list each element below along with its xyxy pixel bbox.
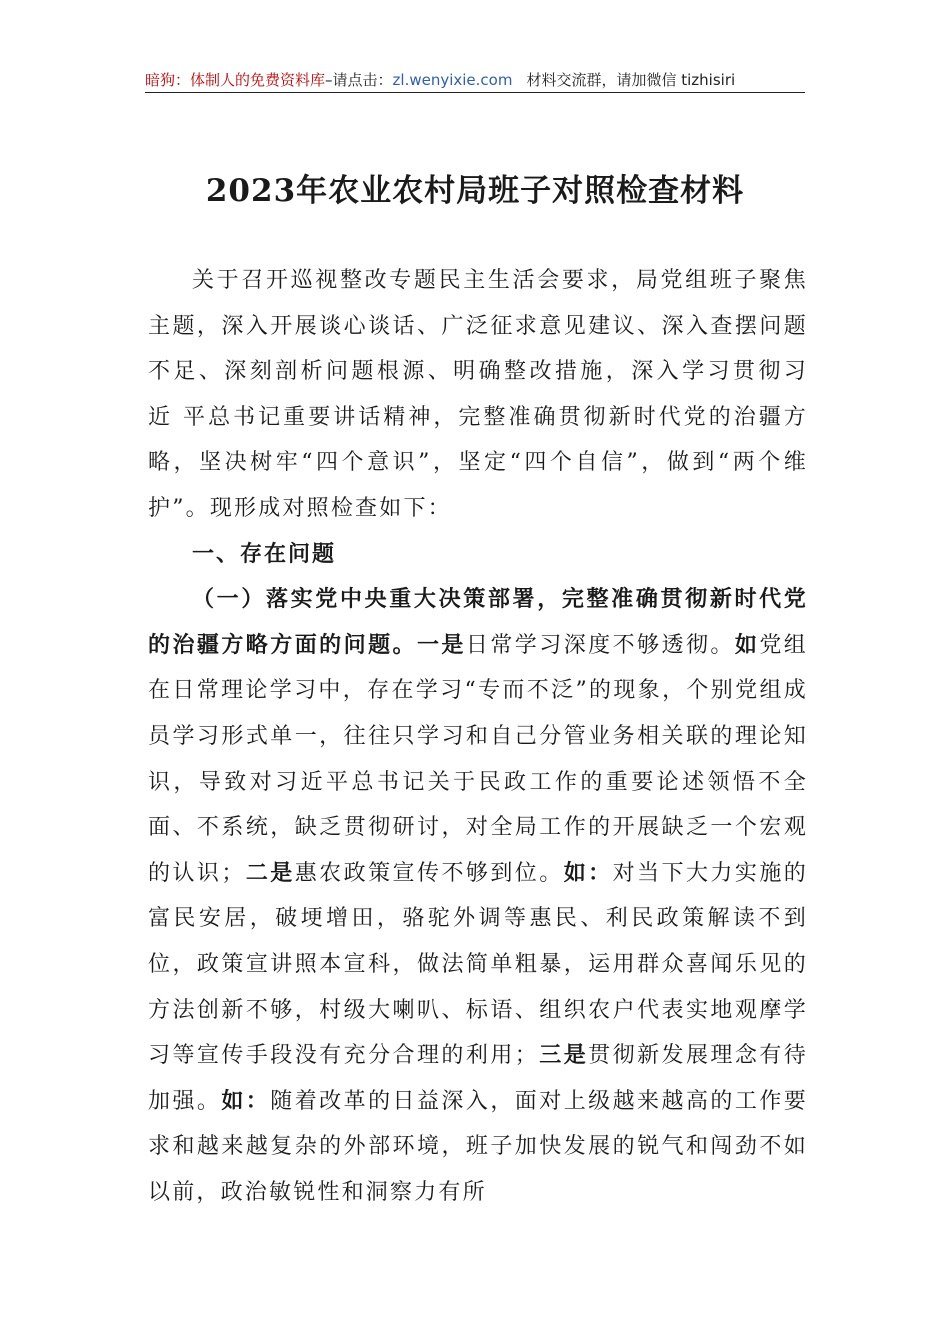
header-brand: 暗狗：体制人的免费资料库 [145,71,326,89]
header-note: 材料交流群，请加微信 tizhisiri [526,71,736,89]
item-1-example: 党组在日常理论学习中，存在学习“专而不泛”的现象，个别党组成员学习形式单一，往往只学习和自己分管业务相关联的理论知识，导致对习近平总书记关于民政工作的重要论述领悟不全面、不系统，缺乏贯彻研讨，对全局工作的开展缺乏一个宏观的认识； [148,632,808,886]
item-2-label: 二是 [245,859,295,886]
document-title: 2023年农业农村局班子对照检查材料 [205,173,745,209]
header-url-link[interactable]: zl.wenyixie.com [392,71,513,89]
problem-paragraph-1 [148,577,808,1215]
item-3-example-label: 如： [221,1087,271,1114]
item-3-example: 随着改革的日益深入，面对上级越来越高的工作要求和越来越复杂的外部环境，班子加快发展的锐气和闯劲不如以前，政治敏锐性和洞察力有所 [148,1088,808,1205]
intro-paragraph: 关于召开巡视整改专题民主生活会要求，局党组班子聚焦主题，深入开展谈心谈话、广泛征求意见建议、深入查摆问题不足、深刻剖析问题根源、明确整改措施，深入学习贯彻习 近 平总书记重要讲话精神，完整准确贯彻新时代党的治疆方略，坚决树牢“四个意识”，坚定“四个自信”，做到“两个维护”。现形成对照检查如下： [148,268,808,521]
document-body [148,258,808,1215]
section-heading-problems: 一、存在问题 [192,541,337,567]
item-1-text: 日常学习深度不够透彻。 [465,632,735,658]
item-3-text: 贯彻新发展理念有待加强。 [148,1043,808,1114]
item-1-example-label: 如 [734,631,760,658]
item-2-example-label: 如： [563,859,613,886]
item-2-text: 惠农政策宣传不够到位。 [294,860,564,886]
paragraph-lead: （一）落实党中央重大决策部署，完整准确贯彻新时代党的治疆方略方面的问题。 [148,586,808,658]
item-2-example: 对当下大力实施的富民安居，破埂增田，骆驼外调等惠民、利民政策解读不到位，政策宣讲照本宣科，做法简单粗暴，运用群众喜闻乐见的方法创新不够，村级大喇叭、标语、组织农户代表实地观摩学习等宣传手段没有充分合理的利用； [148,860,808,1069]
page-header [145,68,805,93]
item-1-label: 一是 [416,631,466,658]
header-click-prefix: –请点击： [325,71,393,89]
item-3-label: 三是 [539,1042,589,1069]
